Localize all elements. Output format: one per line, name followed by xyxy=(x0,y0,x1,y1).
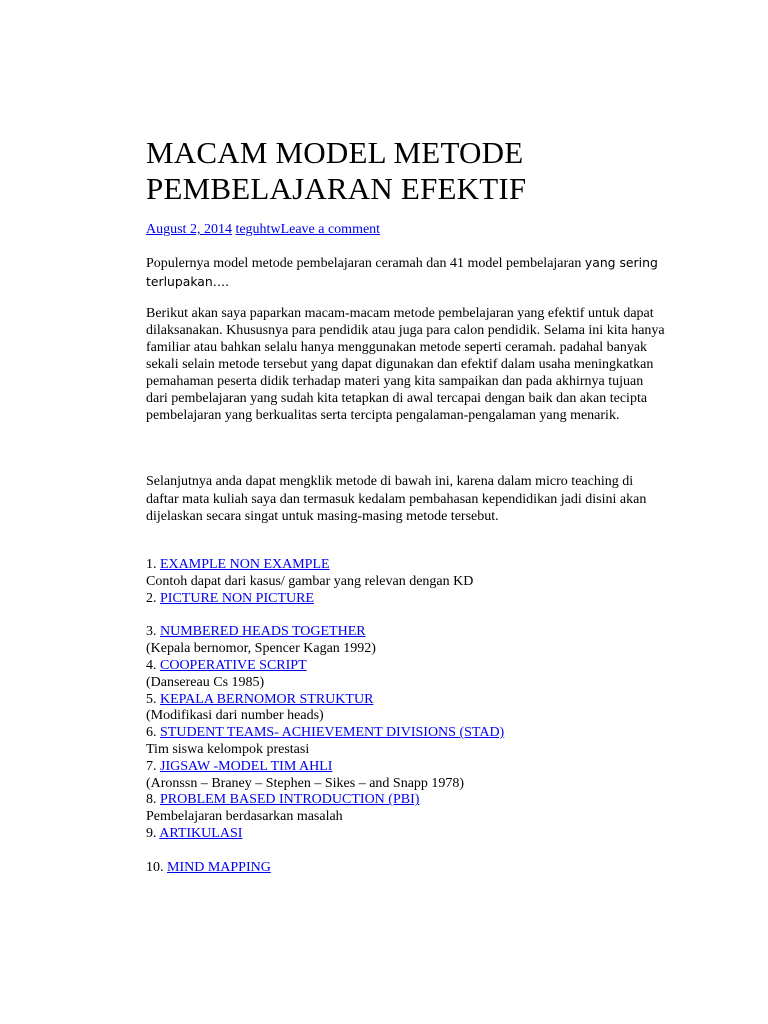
method-link[interactable]: STUDENT TEAMS- ACHIEVEMENT DIVISIONS (STAD) xyxy=(160,725,505,741)
method-description: Tim siswa kelompok prestasi xyxy=(146,741,310,757)
item-number: 8. xyxy=(146,792,160,808)
method-link[interactable]: EXAMPLE NON EXAMPLE xyxy=(160,557,330,572)
title-line-2: PEMBELAJARAN EFEKTIF xyxy=(146,171,527,206)
post-date-link[interactable]: August 2, 2014 xyxy=(146,222,232,237)
method-list xyxy=(146,557,666,877)
method-description: (Modifikasi dari number heads) xyxy=(146,708,324,724)
method-description: (Aronssn – Braney – Stephen – Sikes – and Snapp 1978) xyxy=(146,775,465,791)
method-link[interactable]: COOPERATIVE SCRIPT xyxy=(160,657,307,673)
list-item xyxy=(146,557,666,574)
method-link[interactable]: MIND MAPPING xyxy=(167,859,271,875)
page-title xyxy=(146,135,666,207)
list-item xyxy=(146,725,666,742)
title-line-1: MACAM MODEL METODE xyxy=(146,135,524,170)
method-description: Pembelajaran berdasarkan masalah xyxy=(146,809,343,825)
post-meta xyxy=(146,221,380,239)
method-description: (Kepala bernomor, Spencer Kagan 1992) xyxy=(146,641,376,657)
leave-comment-link[interactable]: Leave a comment xyxy=(280,222,381,237)
item-number: 7. xyxy=(146,758,160,774)
method-link[interactable]: JIGSAW -MODEL TIM AHLI xyxy=(160,758,333,774)
item-number: 3. xyxy=(146,624,160,640)
body-paragraph-2: Berikut akan saya paparkan macam-macam metode pembelajaran yang efektif untuk dapat dilaksanakan. Khususnya para pendidik atau juga para calon pendidik. Selama ini kita hanya familiar atau bahkan selalu hanya menggunakan metode seperti ceramah. padahal banyak sekali selain metode tersebut yang dapat digunakan dan efektif dalam usaha meningkatkan pemahaman peserta didik terhadap materi yang kita sampaikan dan pada akhirnya tujuan dari pembelajaran yang sudah kita tetapkan di awal tercapai dengan baik dan akan tecipta pembelajaran yang berkualitas serta tercipta pengalaman-pengalaman yang menarik. xyxy=(146,306,665,423)
item-number: 10. xyxy=(146,859,167,875)
list-item xyxy=(146,759,666,776)
list-item xyxy=(146,591,666,608)
method-link[interactable]: KEPALA BERNOMOR STRUKTUR xyxy=(160,691,374,707)
method-description: (Dansereau Cs 1985) xyxy=(146,674,265,690)
intro-text: Populernya model metode pembelajaran ceramah dan 41 model pembelajaran xyxy=(146,256,585,271)
method-link[interactable]: ARTIKULASI xyxy=(159,825,243,841)
method-link[interactable]: NUMBERED HEADS TOGETHER xyxy=(160,624,366,640)
spacer xyxy=(146,607,666,624)
spacer xyxy=(146,843,666,860)
list-item xyxy=(146,860,666,877)
intro-paragraph xyxy=(146,254,666,291)
item-number: 4. xyxy=(146,657,160,673)
list-item xyxy=(146,826,666,843)
method-description: Contoh dapat dari kasus/ gambar yang relevan dengan KD xyxy=(146,573,474,589)
list-item xyxy=(146,624,666,641)
method-link[interactable]: PICTURE NON PICTURE xyxy=(160,590,315,606)
method-link[interactable]: PROBLEM BASED INTRODUCTION (PBI) xyxy=(160,792,420,808)
body-paragraph-3: Selanjutnya anda dapat mengklik metode di bawah ini, karena dalam micro teaching di daftar mata kuliah saya dan termasuk kedalam pembahasan kependidikan jadi disini akan dijelaskan secara singat untuk masing-masing metode tersebut. xyxy=(146,474,647,524)
item-number: 9. xyxy=(146,825,160,841)
item-number: 1. xyxy=(146,557,160,572)
intro-sans-text: yang sering terlupakan…. xyxy=(146,255,658,289)
item-number: 2. xyxy=(146,590,160,606)
author-link[interactable]: teguhtw xyxy=(235,222,281,237)
item-number: 6. xyxy=(146,725,160,741)
list-item xyxy=(146,792,666,809)
item-number: 5. xyxy=(146,691,160,707)
list-item xyxy=(146,692,666,709)
list-item xyxy=(146,658,666,675)
